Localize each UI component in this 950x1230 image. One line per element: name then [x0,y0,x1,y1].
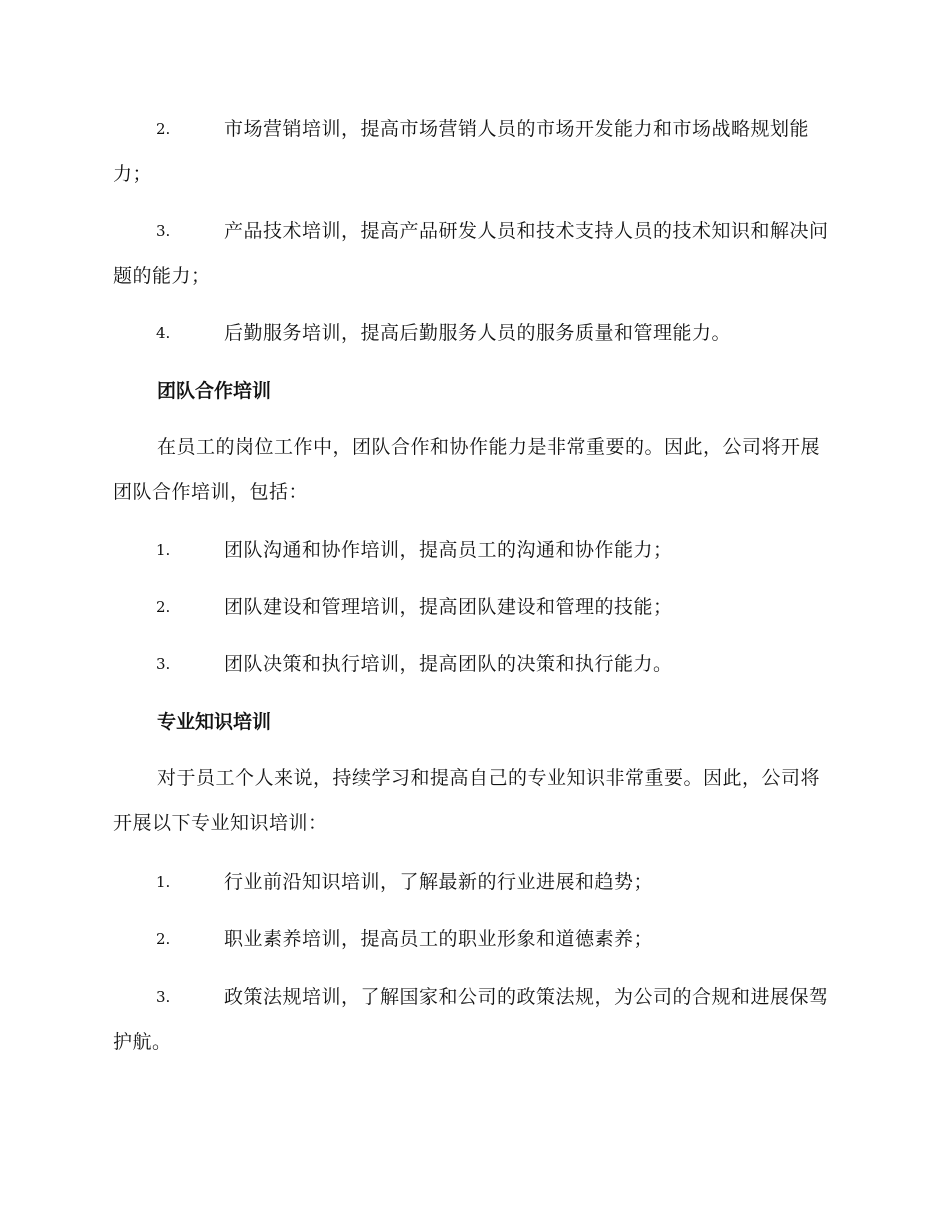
list-number: 2. [156,930,171,948]
list-number: 3. [156,655,171,673]
list-item-text: 团队沟通和协作培训，提高员工的沟通和协作能力； [224,539,673,561]
list-number: 2. [156,120,171,138]
list-number: 4. [156,324,171,342]
list-item-text: 职业素养培训，提高员工的职业形象和道德素养； [224,928,654,950]
list-number: 1. [156,541,171,559]
list-item-text: 团队决策和执行培训，提高团队的决策和执行能力。 [224,653,673,675]
list-item [113,860,835,905]
list-item [113,642,835,687]
list-item-text: 政策法规培训，了解国家和公司的政策法规，为公司的合规和进展保驾护航。 [113,986,829,1053]
list-item-text: 市场营销培训，提高市场营销人员的市场开发能力和市场战略规划能力； [113,118,810,185]
list-number: 3. [156,222,171,240]
section-intro-knowledge: 对于员工个人来说，持续学习和提高自己的专业知识非常重要。因此，公司将开展以下专业知识培训： [113,767,821,834]
list-item-text: 后勤服务培训，提高后勤服务人员的服务质量和管理能力。 [224,322,732,344]
list-item [113,107,835,197]
list-item [113,311,835,356]
list-number: 2. [156,598,171,616]
section-intro-team: 在员工的岗位工作中，团队合作和协作能力是非常重要的。因此，公司将开展团队合作培训，包括： [113,436,821,503]
list-item-text: 产品技术培训，提高产品研发人员和技术支持人员的技术知识和解决问题的能力； [113,220,829,287]
list-item [113,209,835,299]
list-item-text: 行业前沿知识培训，了解最新的行业进展和趋势； [224,871,654,893]
section-heading-knowledge: 专业知识培训 [157,711,272,733]
list-number: 3. [156,988,171,1006]
list-item [113,975,835,1065]
list-item [113,528,835,573]
section-heading-team: 团队合作培训 [157,380,272,402]
list-number: 1. [156,873,171,891]
list-item-text: 团队建设和管理培训，提高团队建设和管理的技能； [224,596,673,618]
list-item [113,585,835,630]
list-item [113,917,835,962]
